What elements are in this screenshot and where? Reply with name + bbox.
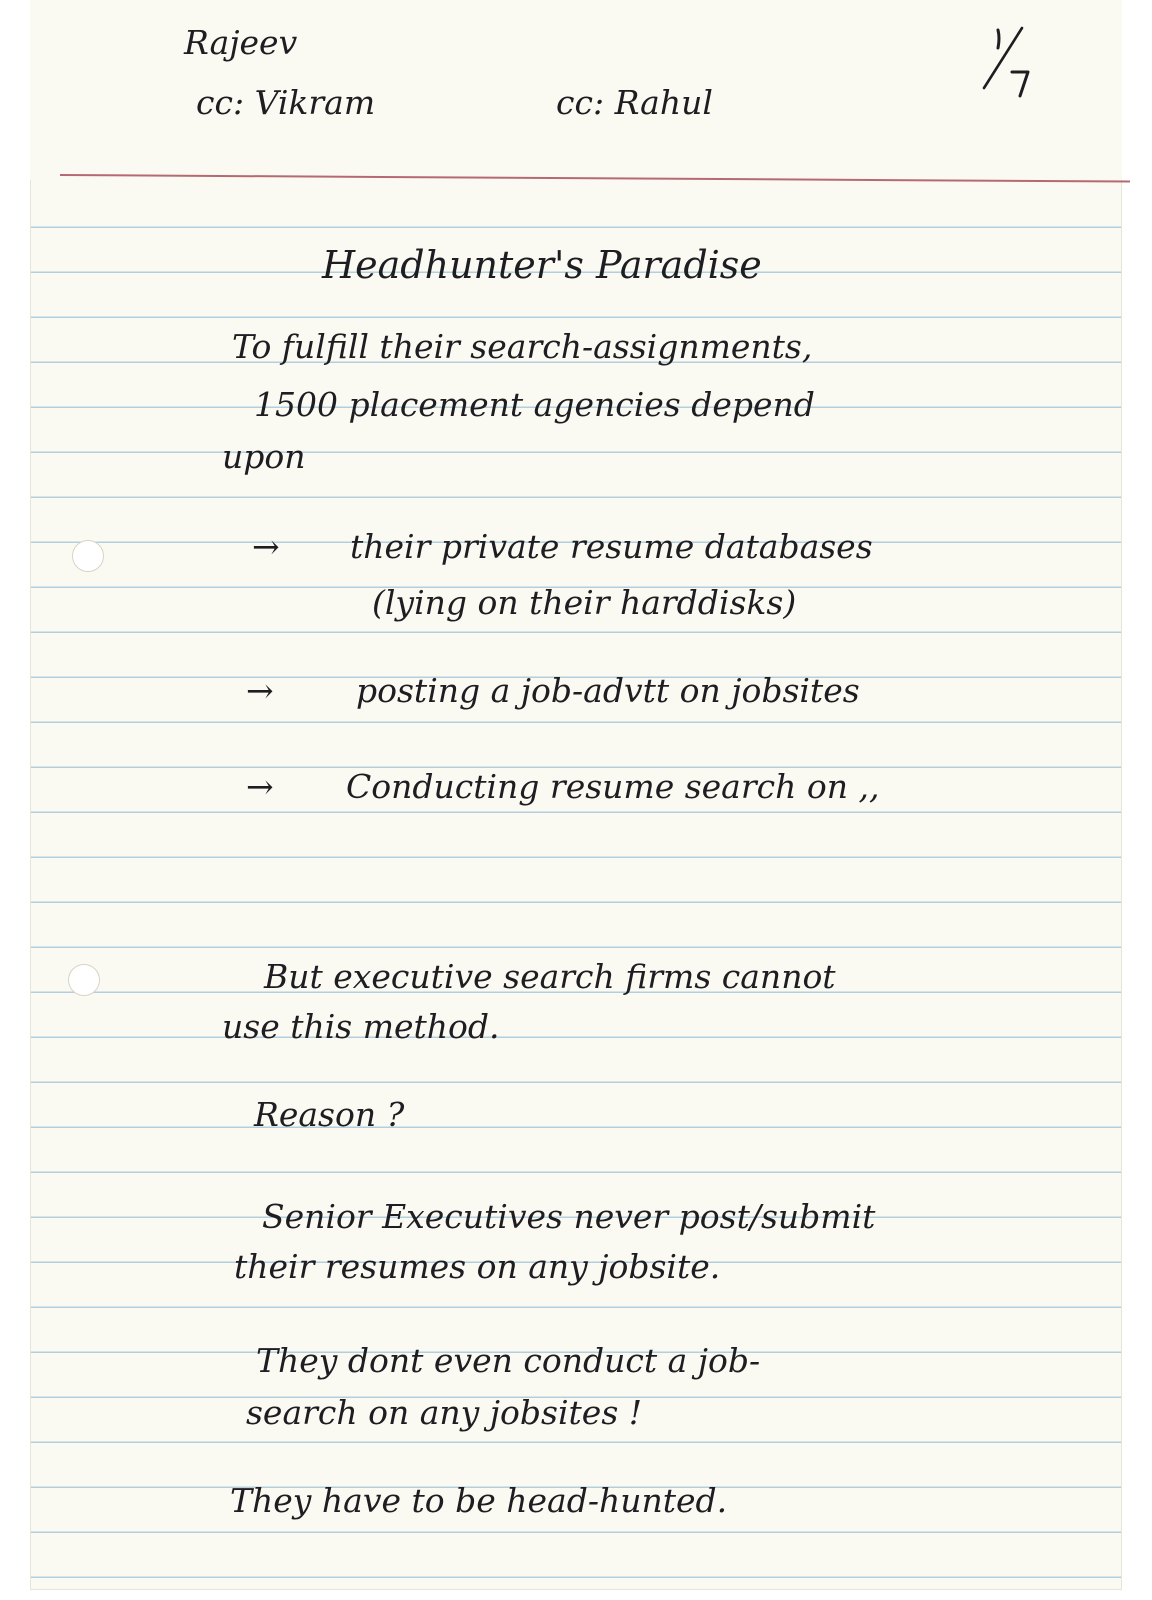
but-line-2: use this method. — [222, 1007, 500, 1046]
cc-vikram: cc: Vikram — [196, 83, 376, 122]
bullet-1-line-2: (lying on their harddisks) — [372, 583, 797, 622]
note-title: Headhunter's Paradise — [322, 243, 762, 287]
but-line-1: But executive search firms cannot — [264, 957, 836, 996]
senior-line-2: their resumes on any jobsite. — [234, 1247, 721, 1286]
bullet-arrow-2: → — [246, 671, 274, 710]
dont-line-1: They dont even conduct a job- — [256, 1341, 761, 1380]
recipient-name: Rajeev — [184, 23, 298, 62]
cc-rahul: cc: Rahul — [556, 83, 713, 122]
bullet-1-line-1: their private resume databases — [350, 527, 873, 566]
intro-line-3: upon — [222, 437, 306, 476]
bullet-2-line-1: posting a job-advtt on jobsites — [356, 671, 860, 710]
page-number — [978, 20, 1038, 100]
bullet-arrow-3: → — [246, 767, 274, 806]
intro-line-1: To fulfill their search-assignments, — [232, 327, 813, 366]
bullet-3-line-1: Conducting resume search on ,, — [346, 767, 880, 806]
reason-heading: Reason ? — [254, 1095, 405, 1134]
closing-line: They have to be head-hunted. — [230, 1481, 728, 1520]
dont-line-2: search on any jobsites ! — [246, 1393, 642, 1432]
senior-line-1: Senior Executives never post/submit — [262, 1197, 876, 1236]
punch-hole — [68, 964, 100, 996]
bullet-arrow-1: → — [252, 527, 280, 566]
page-number-glyph — [978, 20, 1038, 100]
punch-hole — [72, 540, 104, 572]
intro-line-2: 1500 placement agencies depend — [254, 385, 815, 424]
